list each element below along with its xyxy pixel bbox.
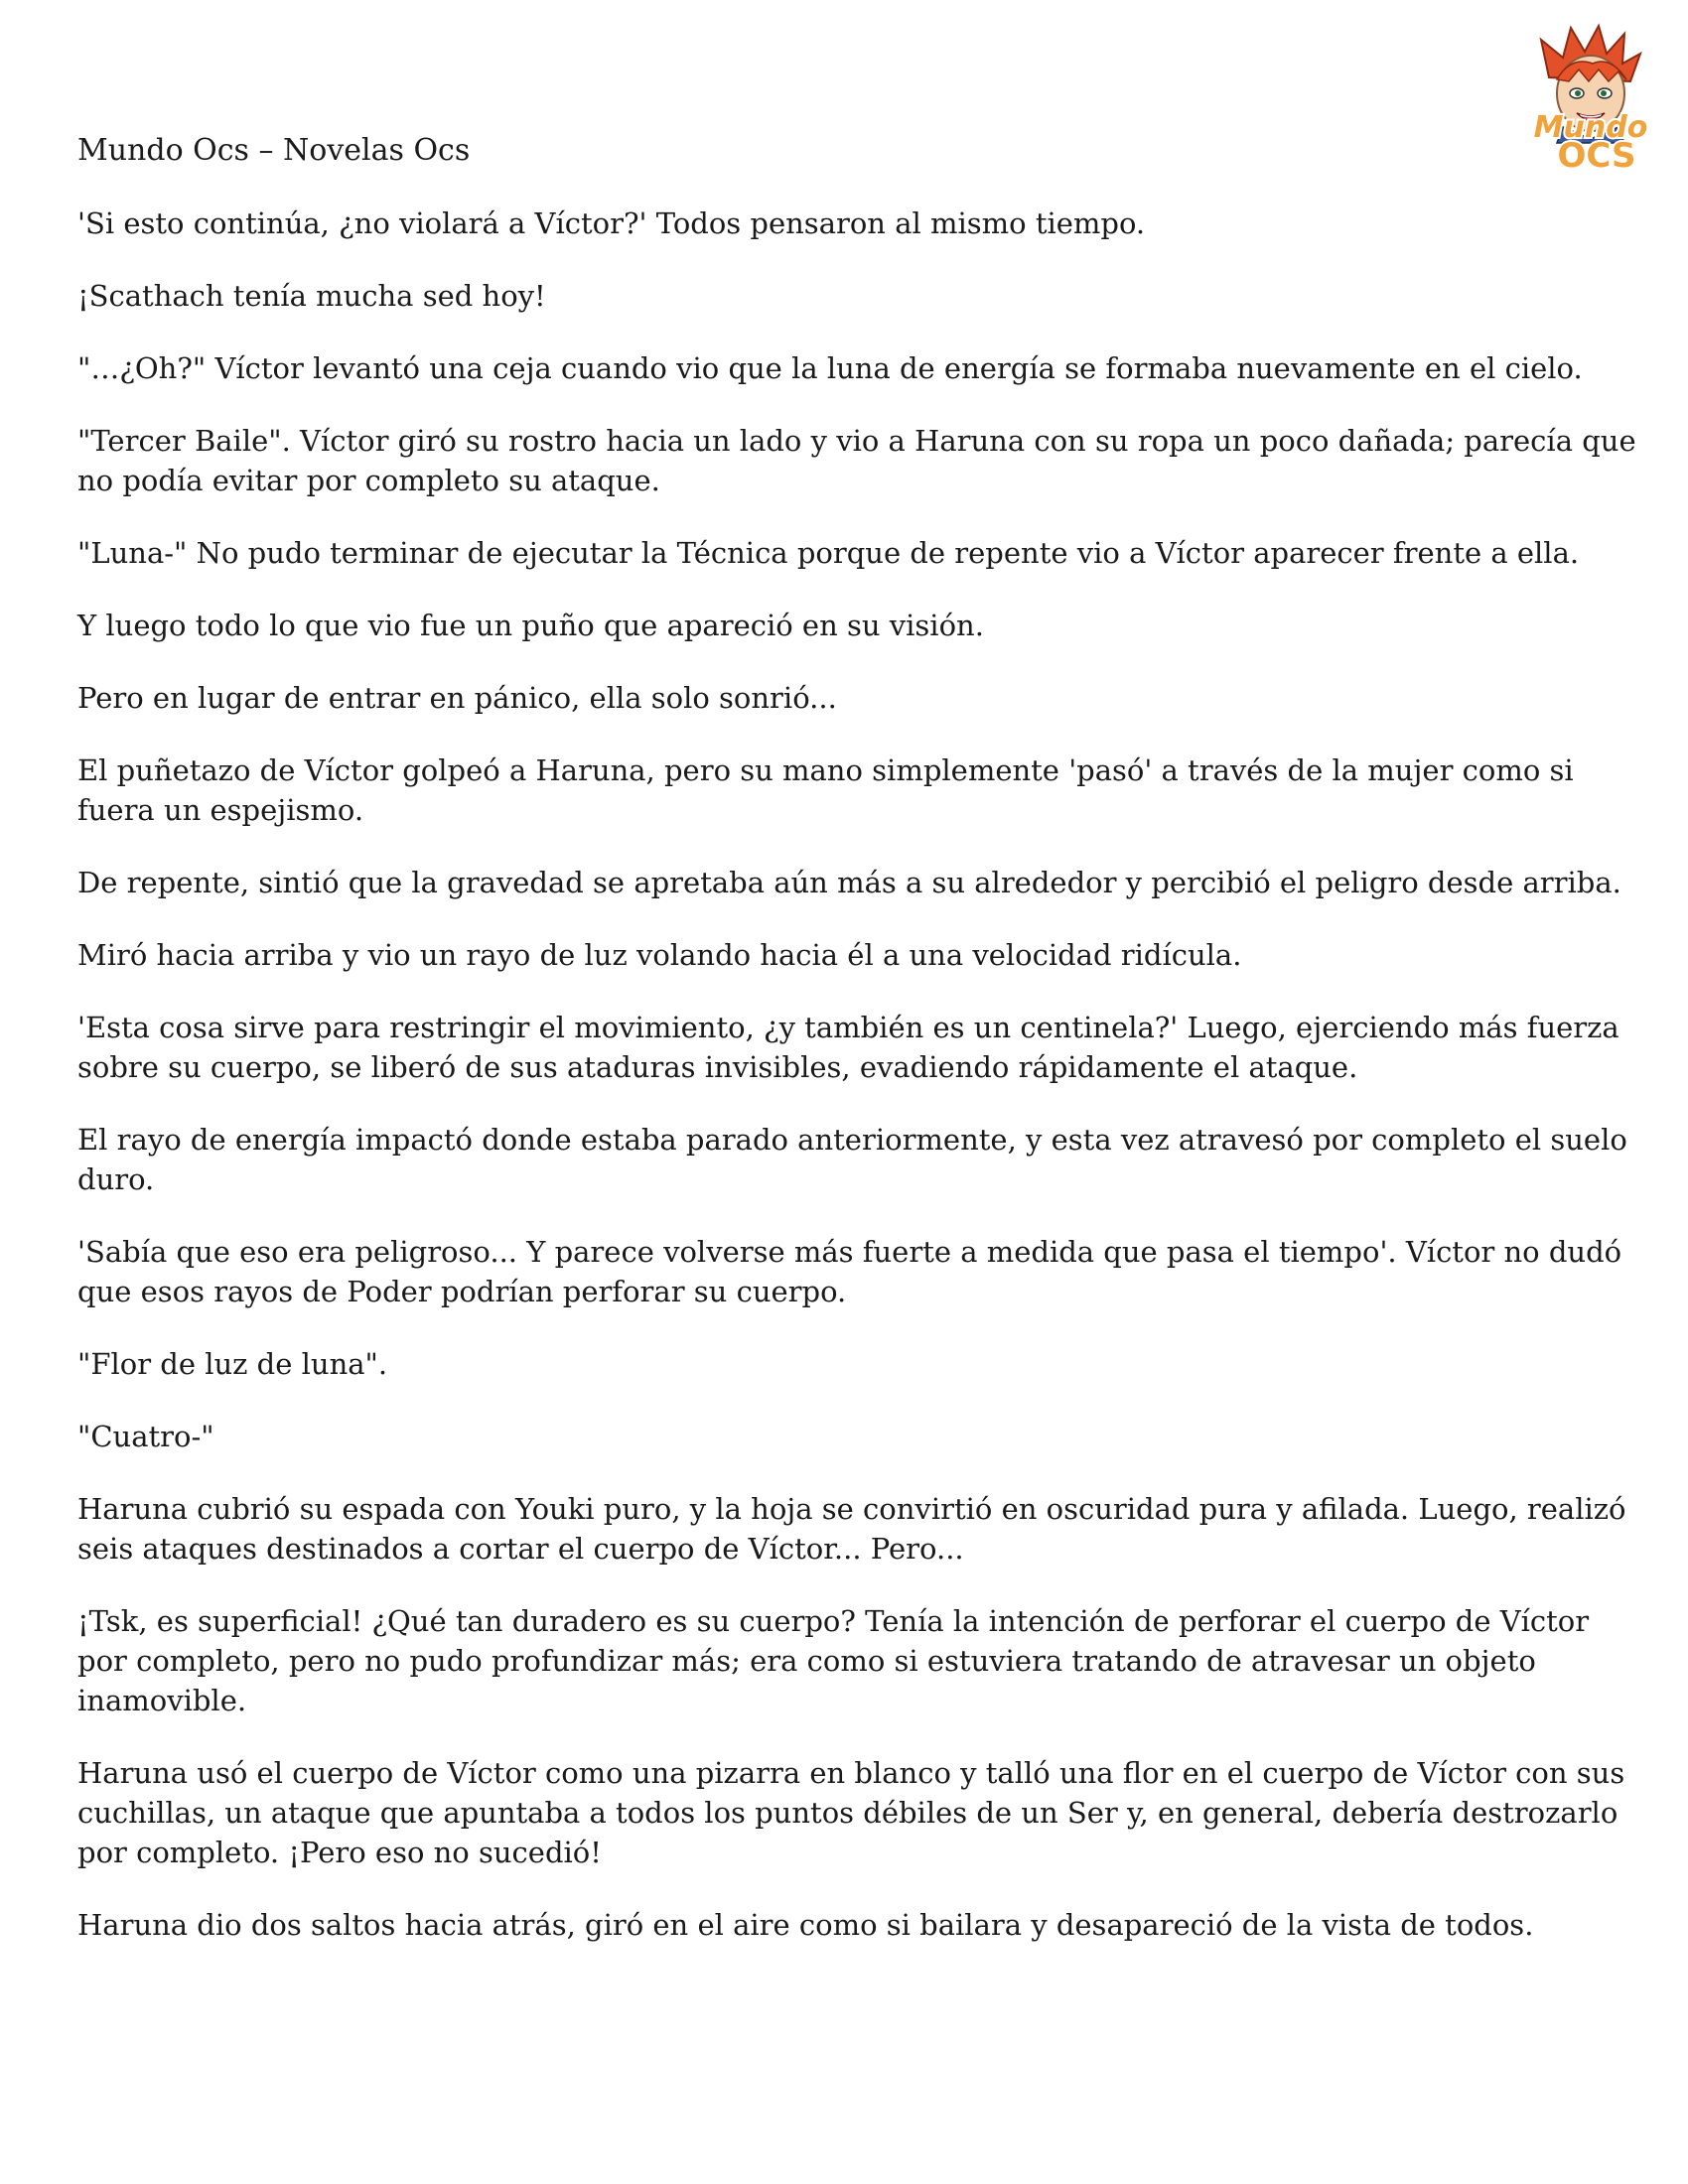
document-header: Mundo Ocs – Novelas Ocs (77, 133, 471, 168)
paragraph: Y luego todo lo que vio fue un puño que apareció en su visión. (77, 609, 984, 642)
paragraph: 'Esta cosa sirve para restringir el movimiento, ¿y también es un centinela?' Luego, ejerciendo más fuerza sobre su cuerpo, se liberó de sus ataduras invisibles, evadiendo rápidamente el ataque. (77, 1011, 1619, 1084)
paragraph: Haruna dio dos saltos hacia atrás, giró en el aire como si bailara y desapareció de la vista de todos. (77, 1908, 1534, 1942)
paragraph: "Flor de luz de luna". (77, 1347, 388, 1381)
paragraph: ¡Scathach tenía mucha sed hoy! (77, 279, 546, 313)
paragraph: "Tercer Baile". Víctor giró su rostro hacia un lado y vio a Haruna con su ropa un poco dañada; parecía que no podía evitar por completo su ataque. (77, 424, 1636, 497)
mundo-ocs-logo-icon (1501, 20, 1680, 174)
paragraph: De repente, sintió que la gravedad se apretaba aún más a su alrededor y percibió el peligro desde arriba. (77, 866, 1621, 899)
paragraph: El puñetazo de Víctor golpeó a Haruna, pero su mano simplemente 'pasó' a través de la mujer como si fuera un espejismo. (77, 753, 1574, 827)
paragraph: Pero en lugar de entrar en pánico, ella solo sonrió... (77, 681, 837, 715)
document-body (77, 204, 1636, 1978)
paragraph: "…¿Oh?" Víctor levantó una ceja cuando vio que la luna de energía se formaba nuevamente en el cielo. (77, 351, 1583, 385)
paragraph: ¡Tsk, es superficial! ¿Qué tan duradero es su cuerpo? Tenía la intención de perforar el cuerpo de Víctor por completo, pero no pudo profundizar más; era como si estuviera tratando de atravesar un objeto inamovible. (77, 1604, 1590, 1717)
paragraph: Miró hacia arriba y vio un rayo de luz volando hacia él a una velocidad ridícula. (77, 938, 1242, 972)
paragraph: 'Sabía que eso era peligroso... Y parece volverse más fuerte a medida que pasa el tiempo'. Víctor no dudó que esos rayos de Poder podrían perforar su cuerpo. (77, 1235, 1622, 1308)
paragraph: El rayo de energía impactó donde estaba parado anteriormente, y esta vez atravesó por completo el suelo duro. (77, 1123, 1627, 1196)
paragraph: "Luna-" No pudo terminar de ejecutar la Técnica porque de repente vio a Víctor aparecer frente a ella. (77, 536, 1580, 570)
paragraph: Haruna usó el cuerpo de Víctor como una pizarra en blanco y talló una flor en el cuerpo de Víctor con sus cuchillas, un ataque que apuntaba a todos los puntos débiles de un Ser y, en general, debería destrozarlo por completo. ¡Pero eso no sucedió! (77, 1756, 1625, 1869)
logo-text-line2: OCS (1557, 136, 1636, 174)
paragraph: Haruna cubrió su espada con Youki puro, y la hoja se convirtió en oscuridad pura y afilada. Luego, realizó seis ataques destinados a cortar el cuerpo de Víctor... Pero... (77, 1492, 1626, 1566)
paragraph: 'Si esto continúa, ¿no violará a Víctor?' Todos pensaron al mismo tiempo. (77, 206, 1146, 240)
logo-text-line1: Mundo (1533, 110, 1648, 145)
paragraph: "Cuatro-" (77, 1420, 214, 1453)
